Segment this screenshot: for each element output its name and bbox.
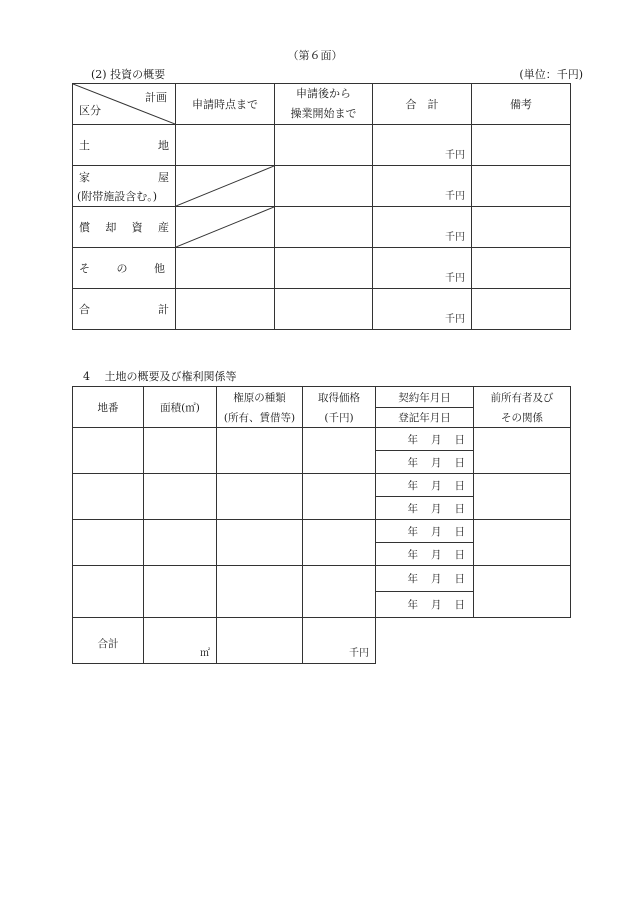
cell-note[interactable]: [472, 289, 571, 330]
land-row: [73, 520, 571, 543]
cell-chiban[interactable]: [73, 474, 144, 520]
row-label: [73, 125, 176, 166]
header-kubun: 区分: [79, 104, 101, 117]
blank-cell: [376, 618, 474, 664]
cell-kenri[interactable]: [217, 428, 303, 474]
cell-kakaku[interactable]: [303, 474, 376, 520]
cell-kenri[interactable]: [217, 566, 303, 618]
unit-note: (単位：千円): [519, 68, 583, 81]
header-keikaku: 計画: [145, 91, 167, 104]
cell-kenri[interactable]: [217, 474, 303, 520]
label-char: 償: [79, 221, 90, 234]
row-label: [73, 207, 176, 248]
label-char: そ: [79, 262, 90, 275]
invest-row-building: [73, 166, 571, 207]
land-row: [73, 566, 571, 592]
header-zensho-line2: その関係: [474, 408, 571, 428]
date-day: 日: [454, 502, 465, 515]
header-col2: [275, 84, 373, 125]
invest-row-other: [73, 248, 571, 289]
header-keiyaku: 契約年月日: [376, 387, 474, 408]
unit-label: 千円: [445, 191, 465, 202]
row-label: [73, 248, 176, 289]
invest-row-land: [73, 125, 571, 166]
total-kenri: [217, 618, 303, 664]
cell-kakaku[interactable]: [303, 566, 376, 618]
header-col4: 備考: [472, 84, 571, 125]
header-zensho-line1: 前所有者及び: [474, 387, 571, 408]
label-char: 資: [131, 221, 143, 234]
unit-label: 千円: [445, 273, 465, 284]
total-label: 合計: [73, 618, 144, 664]
total-area[interactable]: [144, 618, 217, 664]
cell-col2[interactable]: [275, 289, 373, 330]
cell-menseki[interactable]: [144, 428, 217, 474]
label-line2: (附帯施設含む。): [77, 189, 158, 203]
cell-col1[interactable]: [176, 289, 275, 330]
date-month: 月: [431, 548, 442, 561]
cell-col2[interactable]: [275, 207, 373, 248]
header-col1: 申請時点まで: [176, 84, 275, 125]
date-year: 年: [407, 525, 418, 538]
cell-toki-date[interactable]: [376, 451, 474, 474]
date-month: 月: [431, 502, 442, 515]
page-number: （第６面）: [287, 49, 343, 62]
header-col2-line2: 操業開始まで: [290, 107, 357, 120]
cell-total[interactable]: [373, 248, 472, 289]
header-col2-line1: 申請後から: [296, 87, 351, 100]
date-year: 年: [407, 502, 418, 515]
price-unit: 千円: [349, 648, 369, 659]
land-header-row1: [73, 387, 571, 408]
cell-keiyaku-date[interactable]: [376, 520, 474, 543]
cell-note[interactable]: [472, 166, 571, 207]
date-year: 年: [407, 456, 418, 469]
cell-chiban[interactable]: [73, 520, 144, 566]
area-unit: ㎡: [200, 648, 210, 659]
label-char: 他: [154, 262, 165, 275]
cell-col2[interactable]: [275, 125, 373, 166]
label-char: 産: [157, 221, 169, 234]
cell-total[interactable]: [373, 125, 472, 166]
cell-kenri[interactable]: [217, 520, 303, 566]
date-month: 月: [431, 479, 442, 492]
cell-zensho[interactable]: [474, 428, 571, 474]
date-month: 月: [431, 433, 442, 446]
cell-note[interactable]: [472, 248, 571, 289]
cell-kakaku[interactable]: [303, 520, 376, 566]
date-day: 日: [454, 599, 465, 611]
label-char: 屋: [158, 170, 169, 184]
date-day: 日: [454, 525, 465, 538]
date-day: 日: [454, 479, 465, 492]
cell-note[interactable]: [472, 125, 571, 166]
label-char: 家: [79, 170, 90, 184]
date-day: 日: [454, 548, 465, 561]
unit-label: 千円: [445, 314, 465, 325]
row-label: [73, 166, 176, 207]
cell-col2[interactable]: [275, 248, 373, 289]
unit-label: 千円: [445, 232, 465, 243]
cell-toki-date[interactable]: [376, 497, 474, 520]
label-char: 却: [105, 221, 117, 234]
invest-row-total: [73, 289, 571, 330]
cell-zensho[interactable]: [474, 474, 571, 520]
label-char: 土: [79, 139, 90, 152]
date-month: 月: [431, 599, 442, 611]
cell-keiyaku-date[interactable]: [376, 428, 474, 451]
date-year: 年: [407, 599, 418, 611]
cell-keiyaku-date[interactable]: [376, 566, 474, 592]
land-row: [73, 474, 571, 497]
cell-chiban[interactable]: [73, 566, 144, 618]
header-kakaku-line1: 取得価格: [303, 387, 376, 408]
total-price[interactable]: [303, 618, 376, 664]
section4-title: 4 土地の概要及び権利関係等: [83, 370, 237, 383]
date-year: 年: [407, 433, 418, 446]
label-char: 計: [158, 303, 169, 316]
unit-label: 千円: [445, 150, 465, 161]
header-kenri-line2: (所有、賃借等): [217, 408, 303, 428]
label-char: 合: [79, 303, 90, 316]
invest-row-depreciable: [73, 207, 571, 248]
cell-menseki[interactable]: [144, 566, 217, 618]
date-day: 日: [454, 433, 465, 446]
date-day: 日: [454, 573, 465, 585]
header-kakaku-line2: (千円): [303, 408, 376, 428]
header-kenri-line1: 権原の種類: [217, 387, 303, 408]
cell-keiyaku-date[interactable]: [376, 474, 474, 497]
date-year: 年: [407, 573, 418, 585]
land-table: [72, 386, 571, 664]
cell-col1-disabled: [176, 207, 275, 248]
cell-col2[interactable]: [275, 166, 373, 207]
cell-menseki[interactable]: [144, 474, 217, 520]
header-diagonal-cell: [73, 84, 176, 125]
cell-col1[interactable]: [176, 125, 275, 166]
header-menseki: 面積(㎡): [144, 387, 217, 428]
land-row: [73, 428, 571, 451]
date-month: 月: [431, 456, 442, 469]
diagonal-line: [176, 207, 274, 247]
label-char: の: [116, 262, 128, 275]
date-year: 年: [407, 479, 418, 492]
header-chiban: 地番: [73, 387, 144, 428]
cell-zensho[interactable]: [474, 520, 571, 566]
label-char: 地: [158, 139, 169, 152]
date-year: 年: [407, 548, 418, 561]
cell-toki-date[interactable]: [376, 592, 474, 618]
header-col3: 合 計: [373, 84, 472, 125]
cell-total[interactable]: [373, 166, 472, 207]
cell-zensho[interactable]: [474, 566, 571, 618]
cell-menseki[interactable]: [144, 520, 217, 566]
date-day: 日: [454, 456, 465, 469]
cell-kakaku[interactable]: [303, 428, 376, 474]
blank-cell: [474, 618, 571, 664]
cell-col1-disabled: [176, 166, 275, 207]
diagonal-line: [176, 166, 274, 206]
cell-note[interactable]: [472, 207, 571, 248]
date-month: 月: [431, 573, 442, 585]
section2-title: (2) 投資の概要: [91, 68, 166, 81]
cell-total[interactable]: [373, 207, 472, 248]
cell-toki-date[interactable]: [376, 543, 474, 566]
cell-chiban[interactable]: [73, 428, 144, 474]
header-toki: 登記年月日: [376, 408, 474, 428]
land-total-row: [73, 618, 571, 664]
cell-total[interactable]: [373, 289, 472, 330]
row-label: [73, 289, 176, 330]
investment-table: [72, 83, 571, 330]
date-month: 月: [431, 525, 442, 538]
cell-col1[interactable]: [176, 248, 275, 289]
